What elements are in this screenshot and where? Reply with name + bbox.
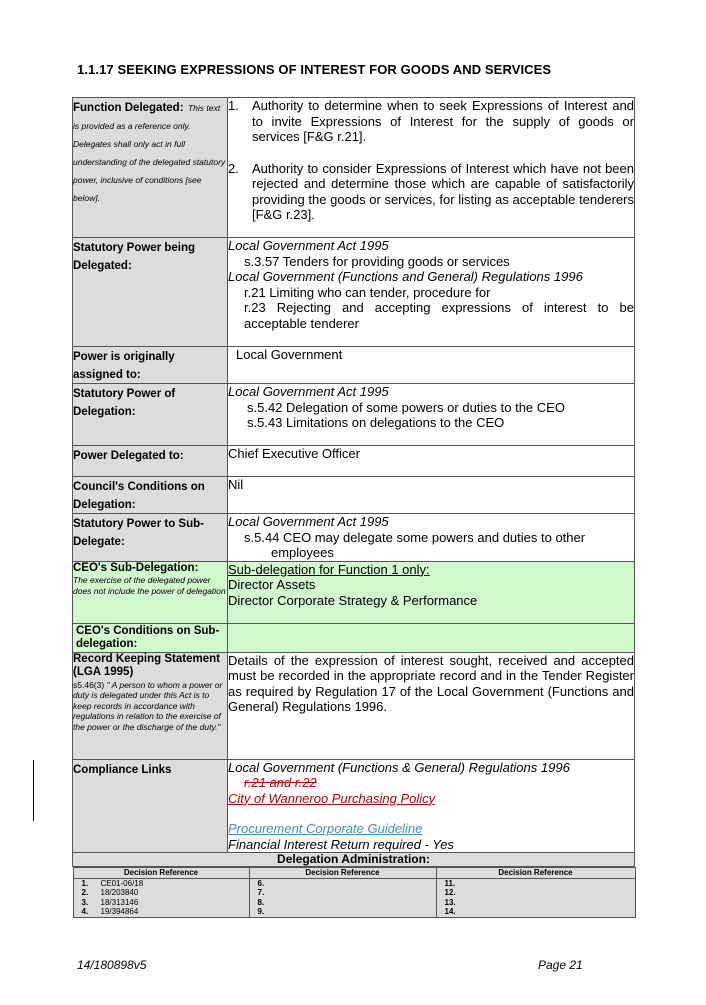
delegation-sec-542: s.5.42 Delegation of some powers or duties to the CEO xyxy=(247,399,565,415)
record-keeping-label: Record Keeping Statement (LGA 1995) xyxy=(73,652,220,678)
row-power-delegated-to xyxy=(73,446,635,477)
row-function-delegated xyxy=(73,98,635,238)
decision-ref-row: 4. 19/394864 xyxy=(81,907,139,916)
decision-reference-table xyxy=(73,867,636,918)
row-admin-header xyxy=(73,853,635,867)
row-power-assigned xyxy=(73,347,635,384)
row-statutory-sub-delegate xyxy=(73,514,635,562)
financial-interest-return: Financial Interest Return required - Yes xyxy=(228,836,454,852)
function-delegated-value xyxy=(228,98,635,238)
function-item-num: 2. xyxy=(228,160,239,176)
record-keeping-value: Details of the expression of interest sought, received and accepted must be recorded in the appropriate record and in the Tender Register as required by Regulation 17 of the Local Government (Functions and General) Regulations 1996. xyxy=(228,652,634,714)
council-conditions-value: Nil xyxy=(228,477,244,492)
decision-ref-column-3 xyxy=(436,878,635,917)
function-item-2 xyxy=(228,161,634,223)
function-item-text: Authority to consider Expressions of Interest which have not been rejected and determine those which are capable of satisfactorily providing the goods or services, for listing as acceptable tenderers [F&G r.23]. xyxy=(252,160,634,222)
power-assigned-value: Local Government xyxy=(236,347,343,362)
statutory-act: Local Government Act 1995 xyxy=(228,238,389,253)
power-of-delegation-label: Statutory Power of Delegation: xyxy=(73,388,176,418)
sub-delegate-sec-544-cont: employees xyxy=(271,545,334,560)
row-statutory-power xyxy=(73,238,635,347)
delegation-act: Local Government Act 1995 xyxy=(228,384,389,399)
statutory-regs: Local Government (Functions and General) Regulations 1996 xyxy=(228,269,583,284)
decision-ref-row: 7. xyxy=(257,888,265,897)
procurement-guideline-link[interactable]: Procurement Corporate Guideline xyxy=(228,821,423,836)
ceo-conditions-label: CEO's Conditions on Sub-delegation: xyxy=(76,624,220,650)
decision-ref-row: 3. 18/313146 xyxy=(81,897,139,907)
statutory-act-section: s.3.57 Tenders for providing goods or services xyxy=(244,253,510,269)
statutory-power-label: Statutory Power being Delegated: xyxy=(73,242,196,272)
change-bar xyxy=(33,760,34,821)
row-ceo-sub-delegation xyxy=(73,561,635,623)
decision-ref-header-1: Decision Reference xyxy=(73,868,249,879)
row-compliance-links xyxy=(73,759,635,853)
decision-ref-header-3: Decision Reference xyxy=(436,868,635,879)
section-title: 1.1.17 SEEKING EXPRESSIONS OF INTEREST FOR GOODS AND SERVICES xyxy=(77,62,552,77)
power-assigned-label: Power is originally assigned to: xyxy=(73,351,175,381)
footer-page-number: Page 21 xyxy=(538,958,583,972)
decision-ref-row: 8. xyxy=(257,897,265,907)
statutory-sub-delegate-label: Statutory Power to Sub-Delegate: xyxy=(73,518,204,548)
decision-ref-column-1 xyxy=(73,878,249,917)
statutory-reg-21: r.21 Limiting who can tender, procedure for xyxy=(244,284,491,300)
function-delegated-note: This text is provided as a reference only. Delegates shall only act in full understanding of the delegated statutory power, inclusive of conditions [see below]. xyxy=(73,103,226,203)
sub-delegate-act: Local Government Act 1995 xyxy=(228,514,389,529)
decision-ref-row: 12. xyxy=(444,888,456,897)
purchasing-policy-link[interactable]: City of Wanneroo Purchasing Policy xyxy=(228,790,436,806)
power-delegated-to-value: Chief Executive Officer xyxy=(228,446,360,461)
row-ceo-conditions xyxy=(73,623,635,652)
decision-ref-row: 11. xyxy=(444,878,456,888)
compliance-links-label: Compliance Links xyxy=(73,763,172,776)
sub-delegate-director-assets: Director Assets xyxy=(228,577,316,592)
row-council-conditions xyxy=(73,477,635,514)
statutory-reg-23: r.23 Rejecting and accepting expressions of interest to be acceptable tenderer xyxy=(244,300,634,331)
decision-ref-row: 13. xyxy=(444,897,456,907)
function-item-1 xyxy=(228,98,634,145)
decision-ref-row: 1. CE01-06/18 xyxy=(81,878,144,888)
row-admin-table xyxy=(73,867,635,918)
council-conditions-label: Council's Conditions on Delegation: xyxy=(73,481,205,511)
ceo-sub-delegation-note: The exercise of the delegated power does not include the power of delegation xyxy=(73,575,226,596)
record-keeping-note: " A person to whom a power or duty is delegated under this Act is to keep records in accordance with regulations in relation to the exercise of the power or the discharge of the duty." xyxy=(73,679,223,732)
decision-ref-row: 6. xyxy=(257,878,265,888)
decision-ref-row: 9. xyxy=(257,907,265,916)
sub-delegate-director-corporate: Director Corporate Strategy & Performance xyxy=(228,592,478,608)
function-delegated-label: Function Delegated: xyxy=(73,102,184,114)
delegation-table xyxy=(72,97,635,918)
sub-delegate-sec-544: s.5.44 CEO may delegate some powers and duties to other xyxy=(244,529,586,545)
compliance-regs: Local Government (Functions & General) Regulations 1996 xyxy=(228,759,570,775)
decision-ref-row: 2. 18/203840 xyxy=(81,888,139,897)
function-item-text: Authority to determine when to seek Expressions of Interest and to invite Expressions of Interest for the supply of goods or services [F&G r.21]. xyxy=(252,98,634,144)
row-power-of-delegation xyxy=(73,384,635,446)
power-delegated-to-label: Power Delegated to: xyxy=(73,450,184,462)
sub-delegation-heading: Sub-delegation for Function 1 only: xyxy=(228,561,430,577)
delegation-sec-543: s.5.43 Limitations on delegations to the CEO xyxy=(247,415,505,430)
delegation-admin-title: Delegation Administration: xyxy=(277,852,430,866)
footer-doc-ref: 14/180898v5 xyxy=(77,958,147,972)
decision-ref-column-2 xyxy=(249,878,436,917)
function-item-num: 1. xyxy=(228,98,239,113)
decision-ref-header-2: Decision Reference xyxy=(249,868,436,879)
compliance-struck-regs: r.21 and r.22 xyxy=(244,775,317,790)
function-delegated-label-cell xyxy=(73,98,228,238)
record-keeping-ref: s5.46(3) xyxy=(73,679,105,690)
row-record-keeping xyxy=(73,652,635,759)
decision-ref-row: 14. xyxy=(444,907,456,916)
ceo-sub-delegation-label: CEO's Sub-Delegation: xyxy=(73,561,199,574)
